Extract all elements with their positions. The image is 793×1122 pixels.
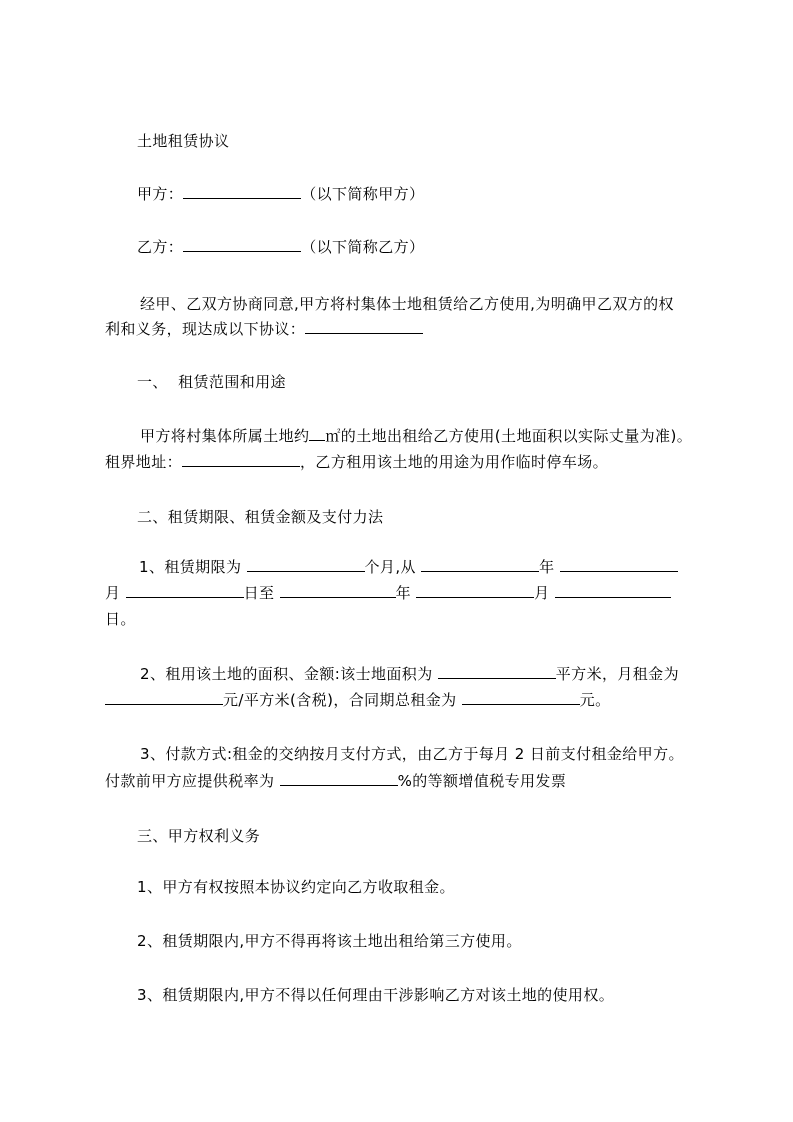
term-text-f: 年: [395, 584, 411, 602]
area-blank: [438, 664, 556, 679]
rent-text-d: 元。: [579, 691, 611, 709]
party-b-line: [137, 237, 713, 257]
intro-text: 利和义务，现达成以下协议：: [105, 320, 306, 338]
term-text-b: 个月,从: [364, 558, 416, 576]
term-text-c: 年: [539, 558, 555, 576]
intro-line-1: 经甲、乙双方协商同意,甲方将村集体士地租赁给乙方使用,为明确甲乙双方的权: [140, 295, 674, 313]
term-text-e: 日至: [243, 584, 275, 602]
total-rent-blank: [462, 690, 580, 705]
payment-line-2: [105, 771, 713, 791]
tax-rate-blank: [280, 771, 398, 786]
rent-text-b: 平方米，月租金为: [555, 665, 679, 683]
section1-para-line-1: [140, 426, 713, 446]
section3-item-3: 3、租赁期限内,甲方不得以任何理由干涉影响乙方对该土地的使用权。: [137, 986, 615, 1004]
intro-blank: [305, 319, 423, 334]
term-text-g: 月: [534, 584, 550, 602]
party-b-label: 乙方：: [137, 238, 184, 256]
land-area-text-2: ㎡的土地出租给乙方使用(土地面积以实际丈量为准)。: [325, 427, 693, 445]
section3-heading: 三、甲方权利义务: [137, 827, 261, 845]
term-line-3: 日。: [105, 610, 136, 628]
doc-title: 土地租赁协议: [137, 132, 230, 150]
rent-text-c: 元/平方米(含税)，合同期总租金为: [223, 691, 457, 709]
section3-item-2: 2、租赁期限内,甲方不得再将该土地出租给第三方使用。: [137, 932, 522, 950]
payment-line-1: 3、付款方式:租金的交纳按月支付方式，由乙方于每月 2 日前支付租金给甲方。: [140, 745, 684, 763]
start-month-blank: [560, 557, 678, 572]
party-b-blank: [183, 237, 301, 252]
payment-text-a: 付款前甲方应提供税率为: [105, 772, 275, 790]
term-line-2: [105, 583, 713, 603]
address-blank: [182, 452, 300, 467]
end-year-blank: [280, 583, 396, 598]
party-a-line: [137, 184, 713, 204]
term-text-a: 1、租赁期限为: [139, 558, 242, 576]
end-month-blank: [416, 583, 534, 598]
intro-line-2: [105, 319, 713, 339]
address-text: ，乙方租用该土地的用途为用作临时停车场。: [300, 453, 609, 471]
party-b-suffix: （以下简称乙方）: [301, 238, 425, 256]
unit-rent-blank: [105, 690, 223, 705]
start-day-blank: [126, 583, 244, 598]
start-year-blank: [421, 557, 539, 572]
section1-heading: 一、 租赁范围和用途: [137, 373, 286, 391]
section3-item-1: 1、甲方有权按照本协议约定向乙方收取租金。: [137, 878, 455, 896]
address-label: 租界地址：: [105, 453, 183, 471]
rent-line-2: [105, 690, 713, 710]
party-a-label: 甲方：: [137, 185, 184, 203]
section2-heading: 二、租赁期限、租赁金额及支付力法: [137, 508, 384, 526]
payment-text-b: %的等额增值税专用发票: [397, 772, 567, 790]
term-line-1: [139, 557, 713, 577]
end-day-blank: [555, 583, 671, 598]
term-months-blank: [247, 557, 365, 572]
rent-line-1: [140, 664, 713, 684]
land-area-text: 甲方将村集体所属土地约: [140, 427, 310, 445]
term-text-d: 月: [105, 584, 121, 602]
party-a-blank: [183, 184, 301, 199]
rent-text-a: 2、租用该土地的面积、金额:该士地面积为: [140, 665, 433, 683]
land-area-blank: [309, 426, 325, 441]
party-a-suffix: （以下简称甲方）: [301, 185, 425, 203]
section1-para-line-2: [105, 452, 713, 472]
